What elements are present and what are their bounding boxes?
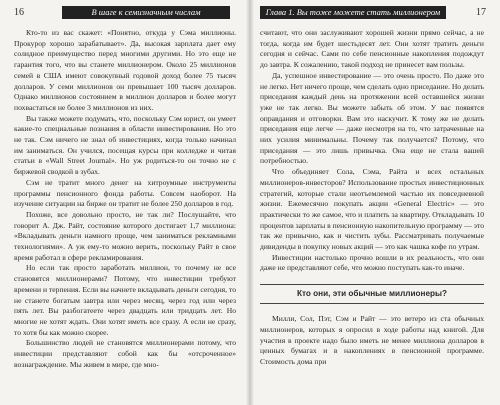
paragraph: Большинство людей не становятся миллионерами потому, что инвестиции представляют собой как бы «отсроченное» вознаграждение. Мы живем в мире, где мно- <box>14 338 236 369</box>
right-page-text <box>260 28 484 368</box>
page-number: 16 <box>14 7 24 18</box>
section-heading: Кто они, эти обычные миллионеры? <box>260 284 484 304</box>
paragraph: Да, успешное инвестирование — это очень просто. По даже это не легко. Нет ничего проще, чем сделать одно приседание. Но делать приседания каждый день на протяжении всей оставшейся жизни уже не так легко. Вы можете забыть об этом. У вас появятся оправдания и отговорки. Вам это наскучит. К тому же не делать приседания еще легче — даже несмотря на то, что затраченные на них усилия минимальны. Почему так получается? Потому, что приседания — это лишь привычка. Она еще не стала вашей потребностью. <box>260 70 484 166</box>
paragraph: Что объединяет Сола, Сэма, Райта и всех остальных миллионеров-инвесторов? Использование простых инвестиционных стратегий, которые стали неотъемлемой частью их повседневной жизни. Ежемесячно покупать акции «General Electric» — это практически то же самое, что и платить за квартиру. Откладывать 10 процентов зарплаты в пенсионную накопительную программу — это так же привычно, как и чистить зубы. Рассматривать получаемые дивиденды в покупку новых акций — это как чашка кофе по утрам. <box>260 167 484 252</box>
paragraph: Кто-то из вас скажет: «Понятно, откуда у Сэма миллионы. Прокурор хорошо зарабатывает». Да, высокая зарплата дает ему солидное преимущество перед многими другими. Но это еще не гарантия того, что вы станете миллионером. Около 25 миллионов семей в США имеют совокупный годовой доход более 75 тысяч долларов. У семи миллионов он превышает 100 тысяч долларов. Однако миллионов состоянием в миллион долларов и более могут похвастаться не более 3 миллионов из них. <box>14 28 236 112</box>
paragraph: Вы также можете подумать, что, поскольку Сэм юрист, он умеет какие-то специальные познания в области инвестирования. Но это не так. Сэм ничего не знал об инвестициях, когда только начинал им заниматься. Он учился, посещая курсы при колледже и читая статьи в «Wall Street Journal». Но уж родиться-то он точно не с биржевой сводкой в зубах. <box>14 113 236 177</box>
running-head: В шаге к семизначным числам <box>62 6 230 19</box>
page-number: 17 <box>476 7 486 18</box>
paragraph: Милли, Сол, Пэт, Сэм и Райт — это ветеро из ста обычных миллионеров, которых я опросил в ходе работы над книгой. Для участия в проекте надо было иметь не менее миллиона долларов в ценных бумагах и в накоплениях в пенсионной программе. Стоимость дома при <box>260 314 484 366</box>
running-head: Глава 1. Вы тоже можете стать миллионером <box>260 6 446 19</box>
paragraph: Сэм не тратит много денег на хитроумные инструменты программы пенсионного фонда работы. Совсем наоборот. На изучение ситуации на бирже он тратит не более 250 долларов в год. <box>14 177 236 209</box>
right-page <box>250 0 500 405</box>
paragraph: Инвестиции настолько прочно вошли в их реальность, что они даже не представляют себе, что можно поступать как-то иначе. <box>260 252 484 273</box>
paragraph: Похоже, все довольно просто, не так ли? Послушайте, что говорит А. Дж. Райт, состояние которого достигает 1,7 миллиона: «Вкладывать деньги намного проще, чем заниматься рекламными технологиями». А уж ему-то можно верить, поскольку Райт в свое время работал в сфере рекламирования. <box>14 209 236 262</box>
right-page-header <box>260 6 486 19</box>
paragraph: Но если так просто заработать миллион, то почему не все становятся миллионерами? Потому, что инвестиции требуют времени и терпения. Если вы начнете вкладывать деньги сегодня, то не станете богатым завтра или через месяц, через год или через пять лет. Вы разбогатеете через двадцать или тридцать лет. Но многие не хотят ждать. Они хотят иметь все сразу. А если не сразу, то хотя бы как можно скорее. <box>14 263 236 337</box>
left-page-text <box>14 28 236 371</box>
left-page-header <box>14 6 238 19</box>
paragraph: считают, что они заслуживают хорошей жизни прямо сейчас, а не тогда, когда им будет шестьдесят лет. Они хотят тратить деньги сегодня и сейчас. Сами по себе пенсионные накопления подождут до завтра. К сожалению, такой подход не принесет вам пользы. <box>260 28 484 70</box>
